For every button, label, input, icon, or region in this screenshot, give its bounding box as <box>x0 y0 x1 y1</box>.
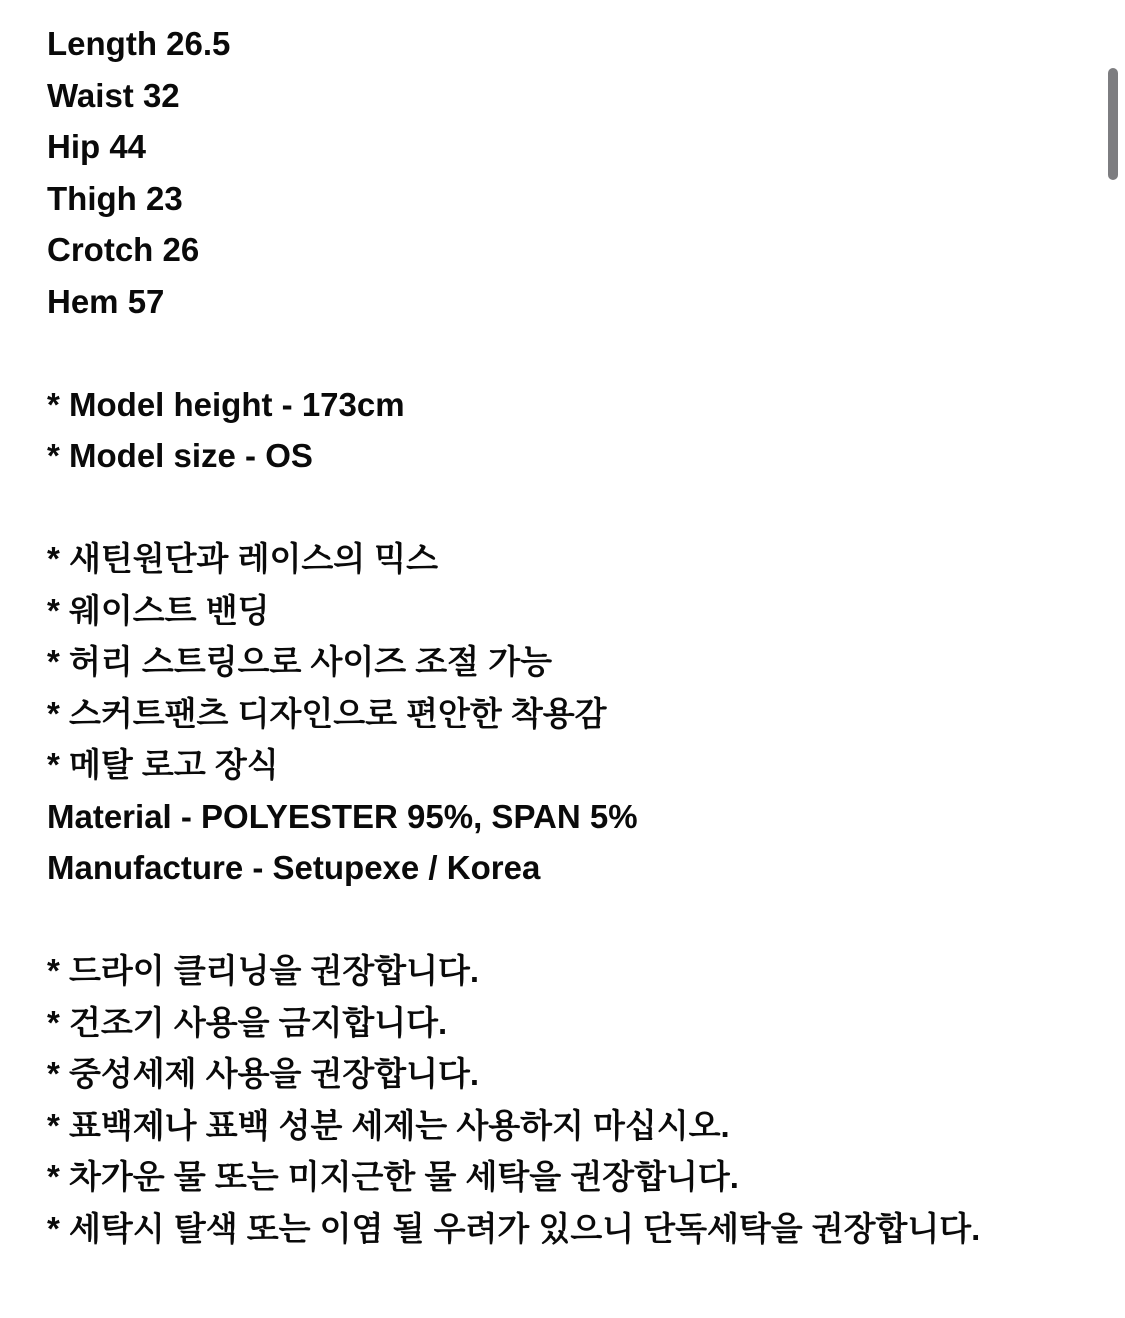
model-height: * Model height - 173cm <box>47 385 405 423</box>
model-size: * Model size - OS <box>47 437 313 474</box>
care-dry-cleaning: * 드라이 클리닝을 권장합니다. <box>47 952 480 989</box>
care-neutral-detergent: * 중성세제 사용을 권장합니다. <box>47 1055 480 1092</box>
manufacture-info: Manufacture - Setupexe / Korea <box>47 849 541 886</box>
care-no-bleach: * 표백제나 표백 성분 세제는 사용하지 마십시오. <box>47 1106 730 1144</box>
model-info-section <box>47 379 1055 482</box>
measurement-waist: Waist 32 <box>47 76 180 114</box>
measurement-hip: Hip 44 <box>47 128 147 165</box>
detail-string-adjust: * 허리 스트링으로 사이즈 조절 가능 <box>47 643 552 680</box>
scrollbar-thumb[interactable] <box>1108 68 1118 180</box>
product-details-section <box>47 533 1055 894</box>
measurement-thigh: Thigh 23 <box>47 179 183 217</box>
care-wash-separately: * 세탁시 탈색 또는 이염 될 우려가 있으니 단독세탁을 권장합니다. <box>47 1209 981 1247</box>
measurement-length: Length 26.5 <box>47 25 231 62</box>
size-measurements-section <box>47 18 1055 327</box>
product-description-text <box>47 18 1055 1254</box>
scrollbar-track[interactable] <box>1107 0 1119 1318</box>
measurement-hem: Hem 57 <box>47 282 165 320</box>
measurement-crotch: Crotch 26 <box>47 231 200 268</box>
care-cold-water: * 차가운 물 또는 미지근한 물 세탁을 권장합니다. <box>47 1158 739 1195</box>
material-info: Material - POLYESTER 95%, SPAN 5% <box>47 797 638 835</box>
care-instructions-section <box>47 945 1055 1254</box>
detail-metal-logo: * 메탈 로고 장식 <box>47 746 279 783</box>
detail-fabric-mix: * 새틴원단과 레이스의 믹스 <box>47 540 439 577</box>
care-no-dryer: * 건조기 사용을 금지합니다. <box>47 1003 448 1041</box>
detail-waist-banding: * 웨이스트 밴딩 <box>47 591 270 629</box>
detail-skirt-pants-design: * 스커트팬츠 디자인으로 편안한 착용감 <box>47 694 607 732</box>
